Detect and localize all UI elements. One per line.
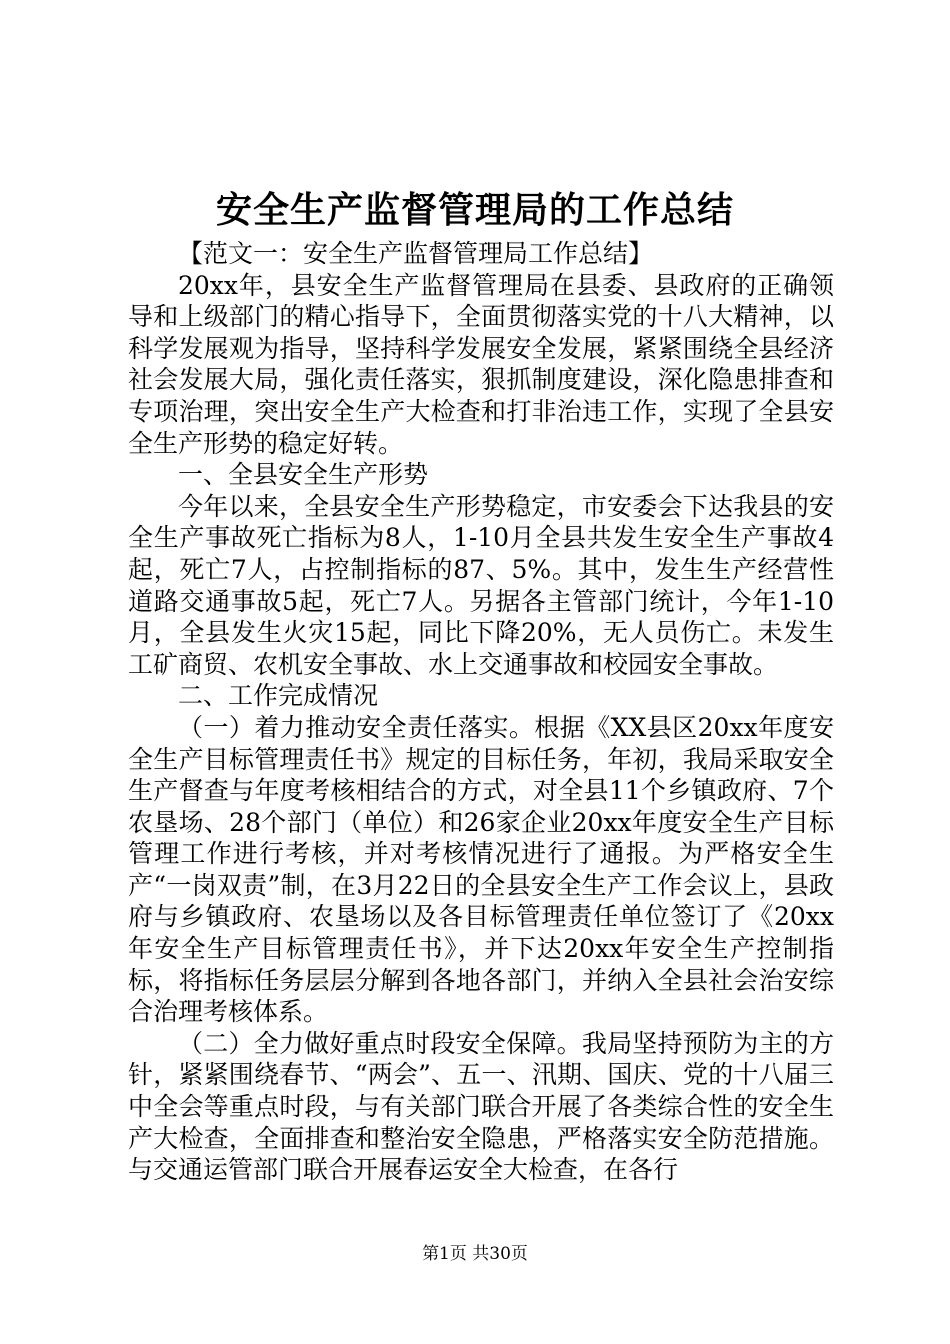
section-heading-sample: 【范文一：安全生产监督管理局工作总结】 bbox=[178, 239, 654, 268]
page-title: 安全生产监督管理局的工作总结 bbox=[215, 189, 734, 231]
paragraph-intro: 20xx年，县安全生产监督管理局在县委、县政府的正确领导和上级部门的精心指导下，全面贯彻落实党的十八大精神，以科学发展观为指导，坚持科学发展安全发展，紧紧围绕全县经济社会发展大局，强化责任落实，狠抓制度建设，深化隐患排查和专项治理，突出安全生产大检查和打非治违工作，实现了全县安全生产形势的稳定好转。 bbox=[128, 270, 834, 458]
paragraph-situation: 今年以来，全县安全生产形势稳定，市安委会下达我县的安全生产事故死亡指标为8人，1-10月全县共发生安全生产事故4起，死亡7人，占控制指标的87、5%。其中，发生生产经营性道路交通事故5起，死亡7人。另据各主管部门统计，今年1-10月，全县发生火灾15起，同比下降20%，无人员伤亡。未发生工矿商贸、农机安全事故、水上交通事故和校园安全事故。 bbox=[128, 491, 834, 679]
section-heading-work: 二、工作完成情况 bbox=[178, 681, 379, 711]
paragraph-responsibility: （一）着力推动安全责任落实。根据《XX县区20xx年度安全生产目标管理责任书》规定的目标任务，年初，我局采取安全生产督查与年度考核相结合的方式，对全县11个乡镇政府、7个农垦场、28个部门（单位）和26家企业20xx年度安全生产目标管理工作进行考核，并对考核情况进行了通报。为严格安全生产“一岗双责”制，在3月22日的全县安全生产工作会议上，县政府与乡镇政府、农垦场以及各目标管理责任单位签订了《20xx年安全生产目标管理责任书》，并下达20xx年安全生产控制指标，将指标任务层层分解到各地各部门，并纳入全县社会治安综合治理考核体系。 bbox=[128, 712, 834, 1027]
document-body bbox=[128, 238, 834, 1186]
paragraph-key-periods: （二）全力做好重点时段安全保障。我局坚持预防为主的方针，紧紧围绕春节、“两会”、五一、汛期、国庆、党的十八届三中全会等重点时段，与有关部门联合开展了各类综合性的安全生产大检查，全面排查和整治安全隐患，严格落实安全防范措施。与交通运管部门联合开展春运安全大检查，在各行 bbox=[128, 1028, 834, 1185]
page-number-footer: 第1页 共30页 bbox=[422, 1244, 528, 1264]
section-heading-situation: 一、全县安全生产形势 bbox=[178, 460, 429, 490]
